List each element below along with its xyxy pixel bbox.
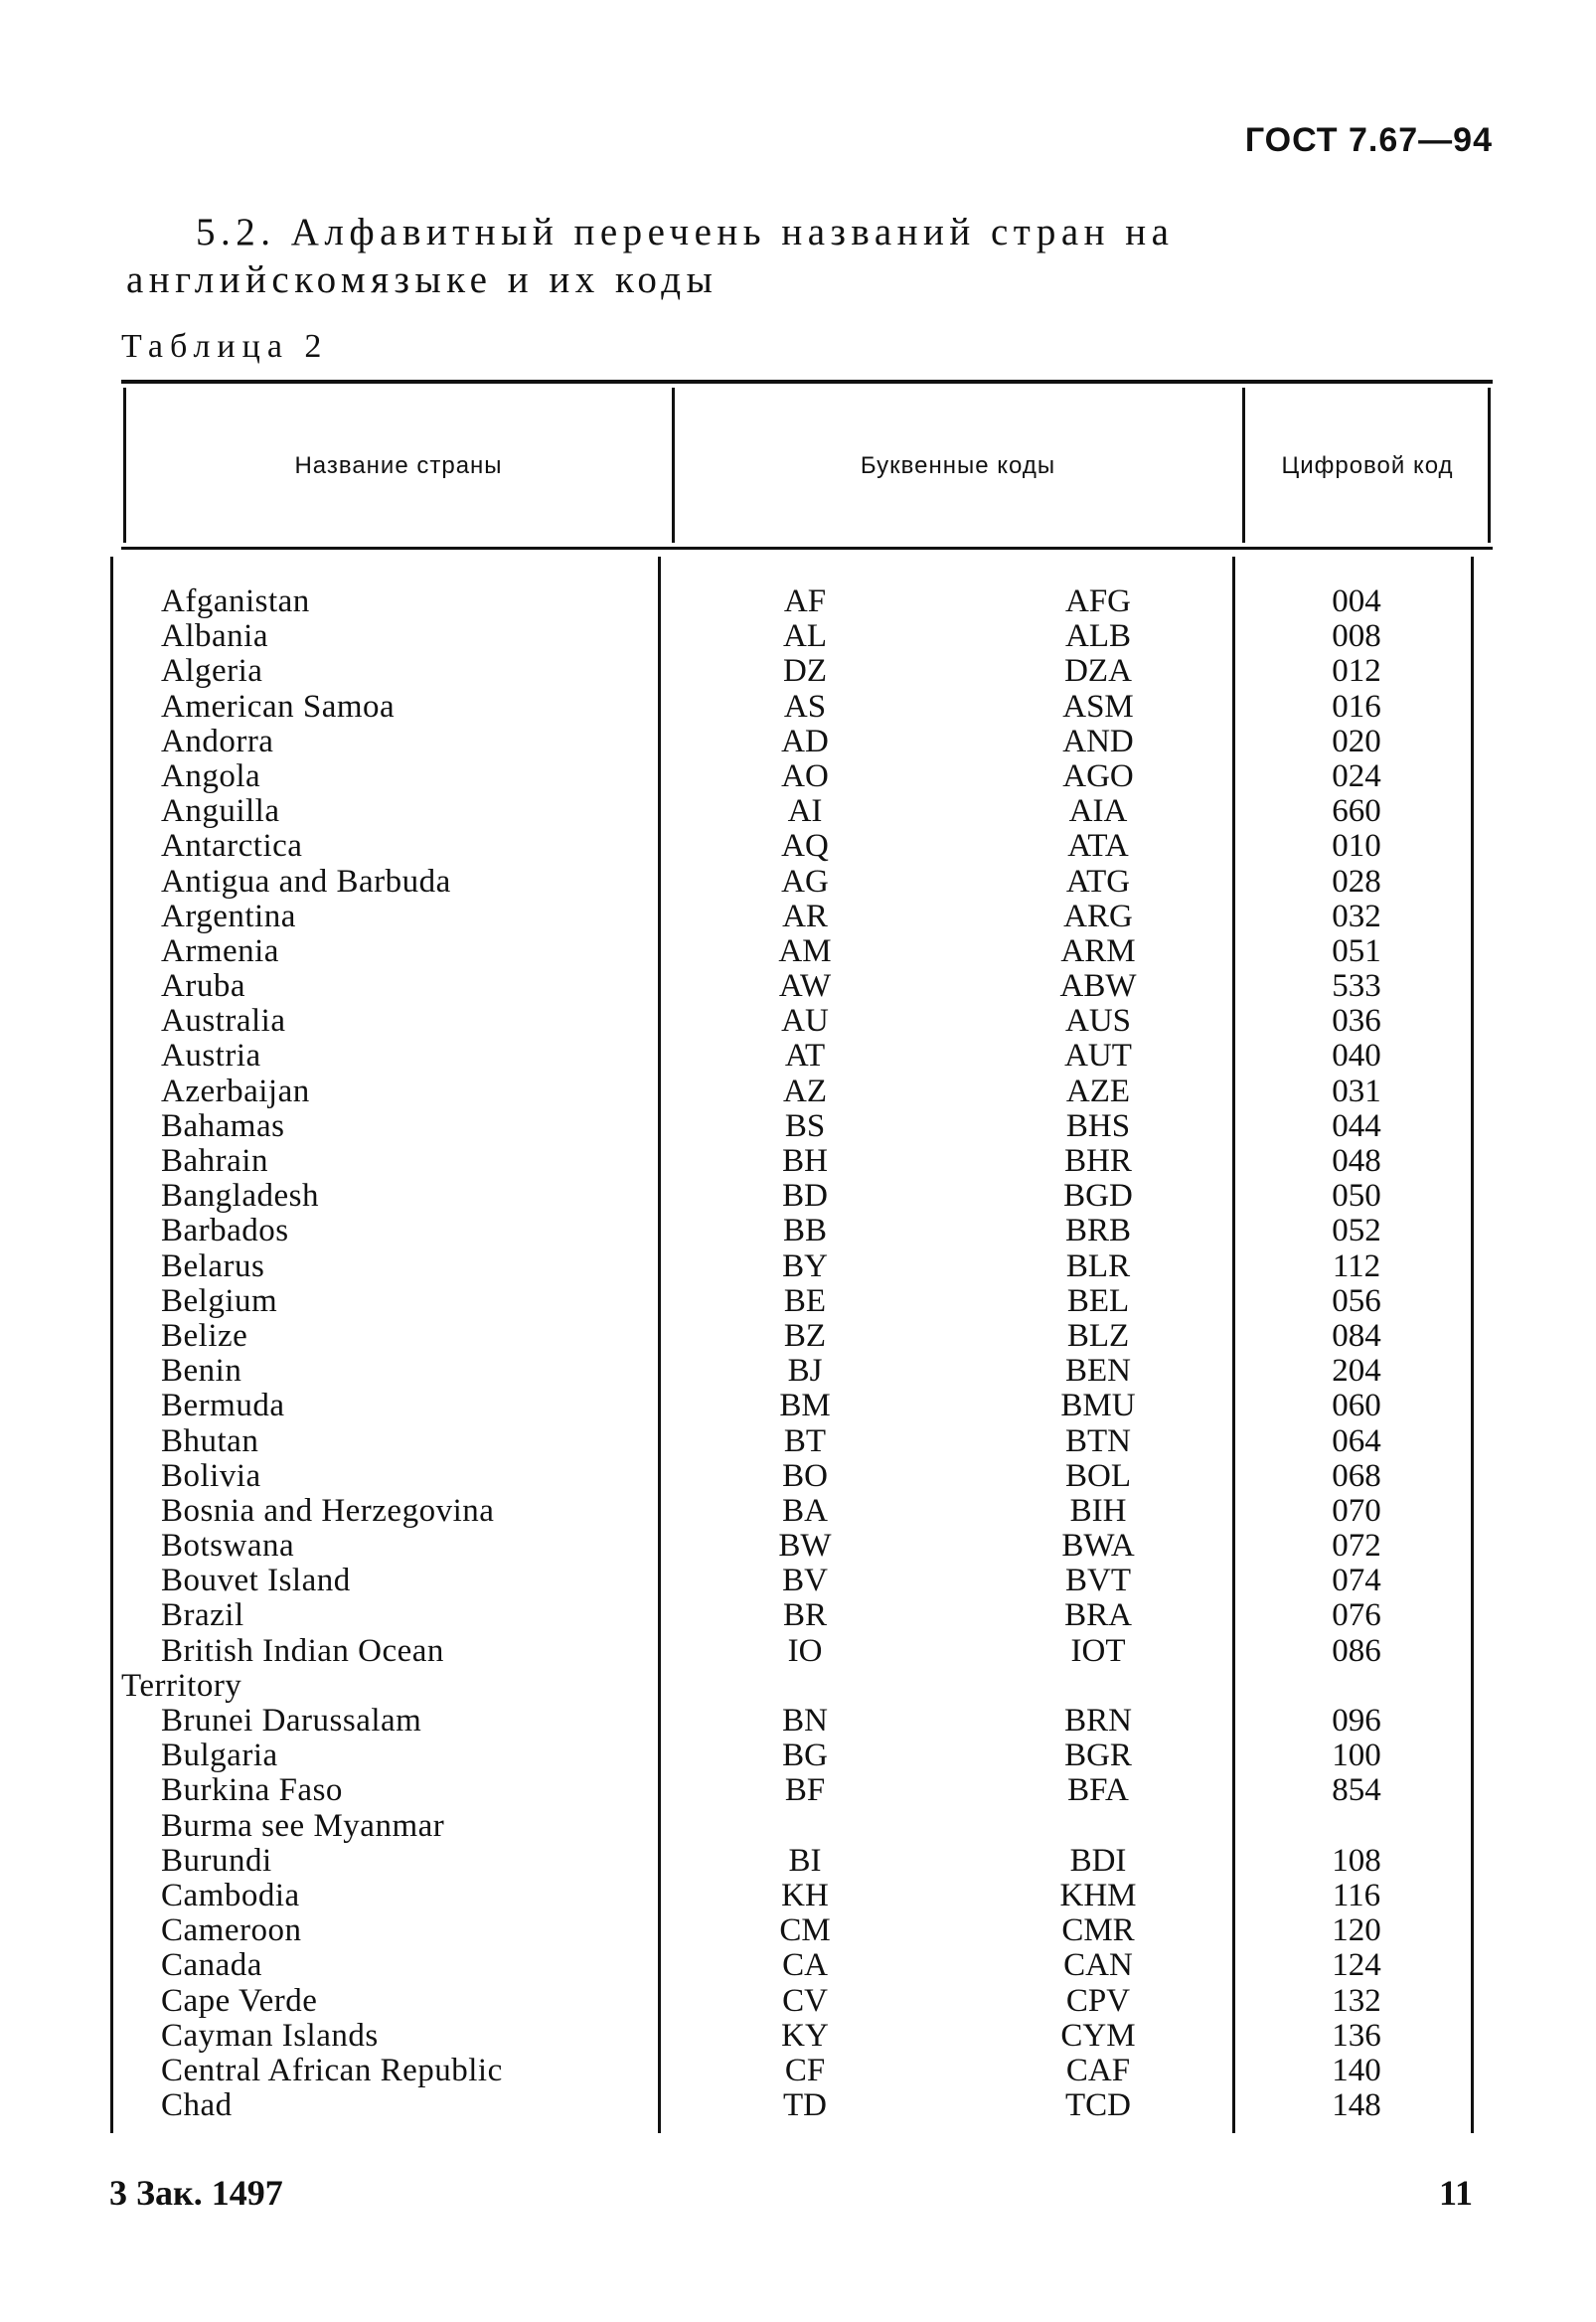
column-header-name: Название страны <box>294 452 503 479</box>
table-row <box>0 584 1596 619</box>
table-row <box>0 1284 1596 1319</box>
table-divider-alpha <box>1242 388 1245 543</box>
alpha3-code: BWA <box>1061 1528 1135 1565</box>
numeric-code: 120 <box>1332 1912 1381 1949</box>
alpha3-code: IOT <box>1070 1632 1126 1669</box>
table-row <box>0 1879 1596 1913</box>
alpha3-code: CAN <box>1063 1947 1133 1984</box>
country-name: Bermuda <box>161 1388 285 1424</box>
alpha2-code: AZ <box>783 1073 827 1109</box>
alpha3-code: BHS <box>1065 1107 1131 1144</box>
table-row <box>0 1179 1596 1214</box>
alpha2-code: IO <box>787 1632 823 1669</box>
numeric-code: 064 <box>1332 1422 1381 1459</box>
table-row <box>0 1459 1596 1494</box>
country-name: Cambodia <box>161 1877 300 1913</box>
country-name: Belarus <box>161 1247 265 1284</box>
country-name: Antigua and Barbuda <box>161 863 451 900</box>
alpha2-code: BF <box>784 1772 826 1809</box>
country-name: Cape Verde <box>161 1982 318 2019</box>
country-name: Bosnia and Herzegovina <box>161 1492 495 1529</box>
numeric-code: 036 <box>1332 1003 1381 1040</box>
numeric-code: 052 <box>1332 1213 1381 1249</box>
alpha2-code: BY <box>782 1247 828 1284</box>
table-row <box>0 1739 1596 1773</box>
alpha2-code: CA <box>782 1947 828 1984</box>
table-row <box>0 1984 1596 2019</box>
alpha2-code: AQ <box>781 828 829 865</box>
alpha2-code: BV <box>782 1563 828 1599</box>
document-code: ГОСТ 7.67—94 <box>1244 121 1493 159</box>
column-header-alpha: Буквенные коды <box>860 452 1056 479</box>
table-row <box>0 1389 1596 1423</box>
country-name: Burkina Faso <box>161 1772 343 1809</box>
table-row <box>0 759 1596 794</box>
print-order: 3 Зак. 1497 <box>109 2173 283 2213</box>
country-name: Bouvet Island <box>161 1563 351 1599</box>
table-row <box>0 1494 1596 1529</box>
table-row <box>0 900 1596 934</box>
alpha3-code: AND <box>1062 723 1134 759</box>
country-name: American Samoa <box>161 688 396 725</box>
country-name: Benin <box>161 1353 242 1390</box>
country-name: British Indian Ocean <box>161 1632 444 1669</box>
alpha2-code: BS <box>784 1107 826 1144</box>
numeric-code: 040 <box>1332 1038 1381 1075</box>
numeric-code: 084 <box>1332 1317 1381 1354</box>
alpha2-code: AS <box>783 688 827 725</box>
column-header-numeric: Цифровой код <box>1281 452 1454 479</box>
table-row <box>0 2019 1596 2054</box>
table-row <box>0 2054 1596 2088</box>
alpha2-code: AU <box>781 1003 829 1040</box>
table-row <box>0 1214 1596 1248</box>
country-name: Territory <box>121 1667 242 1704</box>
alpha3-code: BFA <box>1067 1772 1129 1809</box>
alpha2-code: CF <box>784 2052 826 2088</box>
country-name: Albania <box>161 618 268 655</box>
table-row <box>0 934 1596 969</box>
alpha3-code: AGO <box>1062 757 1134 794</box>
alpha2-code: AF <box>783 583 827 619</box>
alpha2-code: AM <box>778 932 832 969</box>
alpha3-code: ALB <box>1065 618 1131 655</box>
table-row <box>0 725 1596 759</box>
alpha2-code: AD <box>781 723 829 759</box>
numeric-code: 096 <box>1332 1703 1381 1739</box>
country-name: Argentina <box>161 898 296 934</box>
table-header-rule <box>121 547 1493 550</box>
table-border-left <box>123 388 126 543</box>
alpha3-code: AIA <box>1068 793 1128 830</box>
numeric-code: 012 <box>1332 653 1381 690</box>
alpha3-code: KHM <box>1059 1877 1137 1913</box>
alpha2-code: BB <box>782 1213 828 1249</box>
table-row <box>0 1598 1596 1633</box>
alpha2-code: CM <box>779 1912 831 1949</box>
numeric-code: 100 <box>1332 1738 1381 1774</box>
alpha2-code: BA <box>782 1492 828 1529</box>
numeric-code: 204 <box>1332 1353 1381 1390</box>
table-row <box>0 1704 1596 1739</box>
alpha2-code: BE <box>783 1282 827 1319</box>
table-row <box>0 1669 1596 1704</box>
numeric-code: 050 <box>1332 1178 1381 1215</box>
alpha3-code: ARM <box>1060 932 1136 969</box>
alpha2-code: AI <box>787 793 823 830</box>
country-name: Cameroon <box>161 1912 302 1949</box>
alpha3-code: ARG <box>1063 898 1133 934</box>
table-row <box>0 654 1596 689</box>
section-heading <box>126 209 1498 304</box>
alpha3-code: BOL <box>1065 1457 1131 1494</box>
table-row <box>0 1564 1596 1598</box>
country-name: Azerbaijan <box>161 1073 310 1109</box>
alpha3-code: BGD <box>1063 1178 1133 1215</box>
alpha3-code: BRN <box>1064 1703 1132 1739</box>
country-name: Algeria <box>161 653 263 690</box>
numeric-code: 068 <box>1332 1457 1381 1494</box>
alpha2-code: KH <box>781 1877 829 1913</box>
alpha2-code: BG <box>782 1738 828 1774</box>
alpha2-code: BZ <box>783 1317 827 1354</box>
table-row <box>0 829 1596 864</box>
alpha2-code: AL <box>783 618 827 655</box>
country-name: Belize <box>161 1317 248 1354</box>
table-row <box>0 1844 1596 1879</box>
alpha2-code: BR <box>782 1597 828 1634</box>
table-row <box>0 1634 1596 1669</box>
numeric-code: 108 <box>1332 1842 1381 1879</box>
numeric-code: 132 <box>1332 1982 1381 2019</box>
country-name: Chad <box>161 2087 233 2124</box>
alpha2-code: BO <box>782 1457 828 1494</box>
alpha2-code: KY <box>781 2017 829 2054</box>
alpha3-code: BIH <box>1069 1492 1127 1529</box>
table-row <box>0 1039 1596 1074</box>
numeric-code: 124 <box>1332 1947 1381 1984</box>
country-name: Bangladesh <box>161 1178 319 1215</box>
alpha3-code: ATA <box>1067 828 1129 865</box>
table-divider-name <box>672 388 675 543</box>
alpha2-code: AG <box>781 863 829 900</box>
country-name: Bhutan <box>161 1422 259 1459</box>
table-row <box>0 1109 1596 1144</box>
table-row <box>0 1319 1596 1354</box>
numeric-code: 032 <box>1332 898 1381 934</box>
numeric-code: 056 <box>1332 1282 1381 1319</box>
country-name: Afganistan <box>161 583 310 619</box>
alpha3-code: BEL <box>1066 1282 1130 1319</box>
numeric-code: 024 <box>1332 757 1381 794</box>
country-name: Austria <box>161 1038 261 1075</box>
numeric-code: 008 <box>1332 618 1381 655</box>
country-name: Canada <box>161 1947 262 1984</box>
country-name: Brunei Darussalam <box>161 1703 422 1739</box>
alpha3-code: TCD <box>1065 2087 1131 2124</box>
table-caption: Таблица 2 <box>121 328 329 365</box>
numeric-code: 660 <box>1332 793 1381 830</box>
alpha3-code: BHR <box>1064 1143 1132 1179</box>
alpha3-code: BTN <box>1065 1422 1131 1459</box>
country-name: Aruba <box>161 968 245 1005</box>
numeric-code: 074 <box>1332 1563 1381 1599</box>
alpha3-code: AUT <box>1064 1038 1132 1075</box>
table-row <box>0 1354 1596 1389</box>
alpha2-code: AR <box>782 898 828 934</box>
country-name: Cayman Islands <box>161 2017 379 2054</box>
country-name: Brazil <box>161 1597 244 1634</box>
alpha3-code: BVT <box>1065 1563 1131 1599</box>
alpha3-code: ASM <box>1062 688 1134 725</box>
country-name: Antarctica <box>161 828 303 865</box>
numeric-code: 044 <box>1332 1107 1381 1144</box>
alpha3-code: BRB <box>1064 1213 1132 1249</box>
alpha2-code: BH <box>782 1143 828 1179</box>
table-row <box>0 1144 1596 1179</box>
alpha3-code: CMR <box>1061 1912 1135 1949</box>
alpha3-code: BRA <box>1064 1597 1132 1634</box>
country-name: Burma see Myanmar <box>161 1807 445 1844</box>
section-heading-line1: 5.2. Алфавитный перечень названий стран на <box>196 211 1175 253</box>
table-row <box>0 1913 1596 1948</box>
numeric-code: 072 <box>1332 1528 1381 1565</box>
alpha2-code: BI <box>788 1842 822 1879</box>
alpha2-code: AO <box>781 757 829 794</box>
table-row <box>0 619 1596 654</box>
alpha3-code: BLR <box>1065 1247 1131 1284</box>
numeric-code: 016 <box>1332 688 1381 725</box>
table-row <box>0 969 1596 1004</box>
numeric-code: 048 <box>1332 1143 1381 1179</box>
country-name: Bulgaria <box>161 1738 278 1774</box>
alpha3-code: CPV <box>1065 1982 1131 2019</box>
numeric-code: 136 <box>1332 2017 1381 2054</box>
alpha3-code: AFG <box>1064 583 1132 619</box>
alpha2-code: CV <box>782 1982 828 2019</box>
table-row <box>0 1948 1596 1983</box>
alpha3-code: BLZ <box>1066 1317 1130 1354</box>
alpha3-code: ATG <box>1065 863 1131 900</box>
alpha3-code: BGR <box>1064 1738 1132 1774</box>
alpha3-code: AZE <box>1065 1073 1131 1109</box>
table-row <box>0 1424 1596 1459</box>
country-name: Burundi <box>161 1842 272 1879</box>
table-row <box>0 1529 1596 1564</box>
alpha3-code: CAF <box>1065 2052 1131 2088</box>
numeric-code: 031 <box>1332 1073 1381 1109</box>
alpha2-code: BW <box>778 1528 832 1565</box>
table-body <box>0 584 1596 2123</box>
table-row <box>0 2088 1596 2123</box>
numeric-code: 051 <box>1332 932 1381 969</box>
numeric-code: 533 <box>1332 968 1381 1005</box>
country-name: Andorra <box>161 723 274 759</box>
alpha2-code: BJ <box>787 1353 823 1390</box>
numeric-code: 004 <box>1332 583 1381 619</box>
country-name: Bahrain <box>161 1143 268 1179</box>
country-name: Botswana <box>161 1528 295 1565</box>
alpha3-code: CYM <box>1060 2017 1136 2054</box>
table-row <box>0 690 1596 725</box>
table-row <box>0 1249 1596 1284</box>
country-name: Angola <box>161 757 261 794</box>
table-row <box>0 794 1596 829</box>
country-name: Armenia <box>161 932 279 969</box>
alpha2-code: TD <box>783 2087 827 2124</box>
numeric-code: 076 <box>1332 1597 1381 1634</box>
numeric-code: 140 <box>1332 2052 1381 2088</box>
table-row <box>0 1004 1596 1039</box>
alpha2-code: BN <box>782 1703 828 1739</box>
alpha3-code: BDI <box>1069 1842 1127 1879</box>
alpha2-code: AT <box>784 1038 826 1075</box>
section-heading-line2: английскомязыке и их коды <box>126 258 718 301</box>
alpha2-code: DZ <box>783 653 827 690</box>
numeric-code: 070 <box>1332 1492 1381 1529</box>
numeric-code: 060 <box>1332 1388 1381 1424</box>
table-row <box>0 1809 1596 1844</box>
table-row <box>0 1773 1596 1808</box>
numeric-code: 148 <box>1332 2087 1381 2124</box>
numeric-code: 010 <box>1332 828 1381 865</box>
country-name: Australia <box>161 1003 286 1040</box>
country-name: Bolivia <box>161 1457 261 1494</box>
numeric-code: 028 <box>1332 863 1381 900</box>
country-name: Belgium <box>161 1282 278 1319</box>
alpha3-code: BMU <box>1060 1388 1136 1424</box>
table-row <box>0 1075 1596 1109</box>
page-number: 11 <box>1438 2173 1473 2213</box>
alpha3-code: DZA <box>1064 653 1132 690</box>
country-name: Bahamas <box>161 1107 285 1144</box>
table-top-rule <box>121 380 1493 384</box>
table-row <box>0 865 1596 900</box>
alpha2-code: BD <box>782 1178 828 1215</box>
numeric-code: 086 <box>1332 1632 1381 1669</box>
alpha3-code: AUS <box>1064 1003 1132 1040</box>
alpha2-code: BM <box>779 1388 831 1424</box>
numeric-code: 854 <box>1332 1772 1381 1809</box>
country-name: Barbados <box>161 1213 289 1249</box>
alpha2-code: BT <box>783 1422 827 1459</box>
alpha2-code: AW <box>778 968 832 1005</box>
numeric-code: 020 <box>1332 723 1381 759</box>
country-name: Anguilla <box>161 793 280 830</box>
alpha3-code: ABW <box>1059 968 1137 1005</box>
country-name: Central African Republic <box>161 2052 503 2088</box>
alpha3-code: BEN <box>1065 1353 1131 1390</box>
numeric-code: 112 <box>1332 1247 1381 1284</box>
numeric-code: 116 <box>1332 1877 1381 1913</box>
